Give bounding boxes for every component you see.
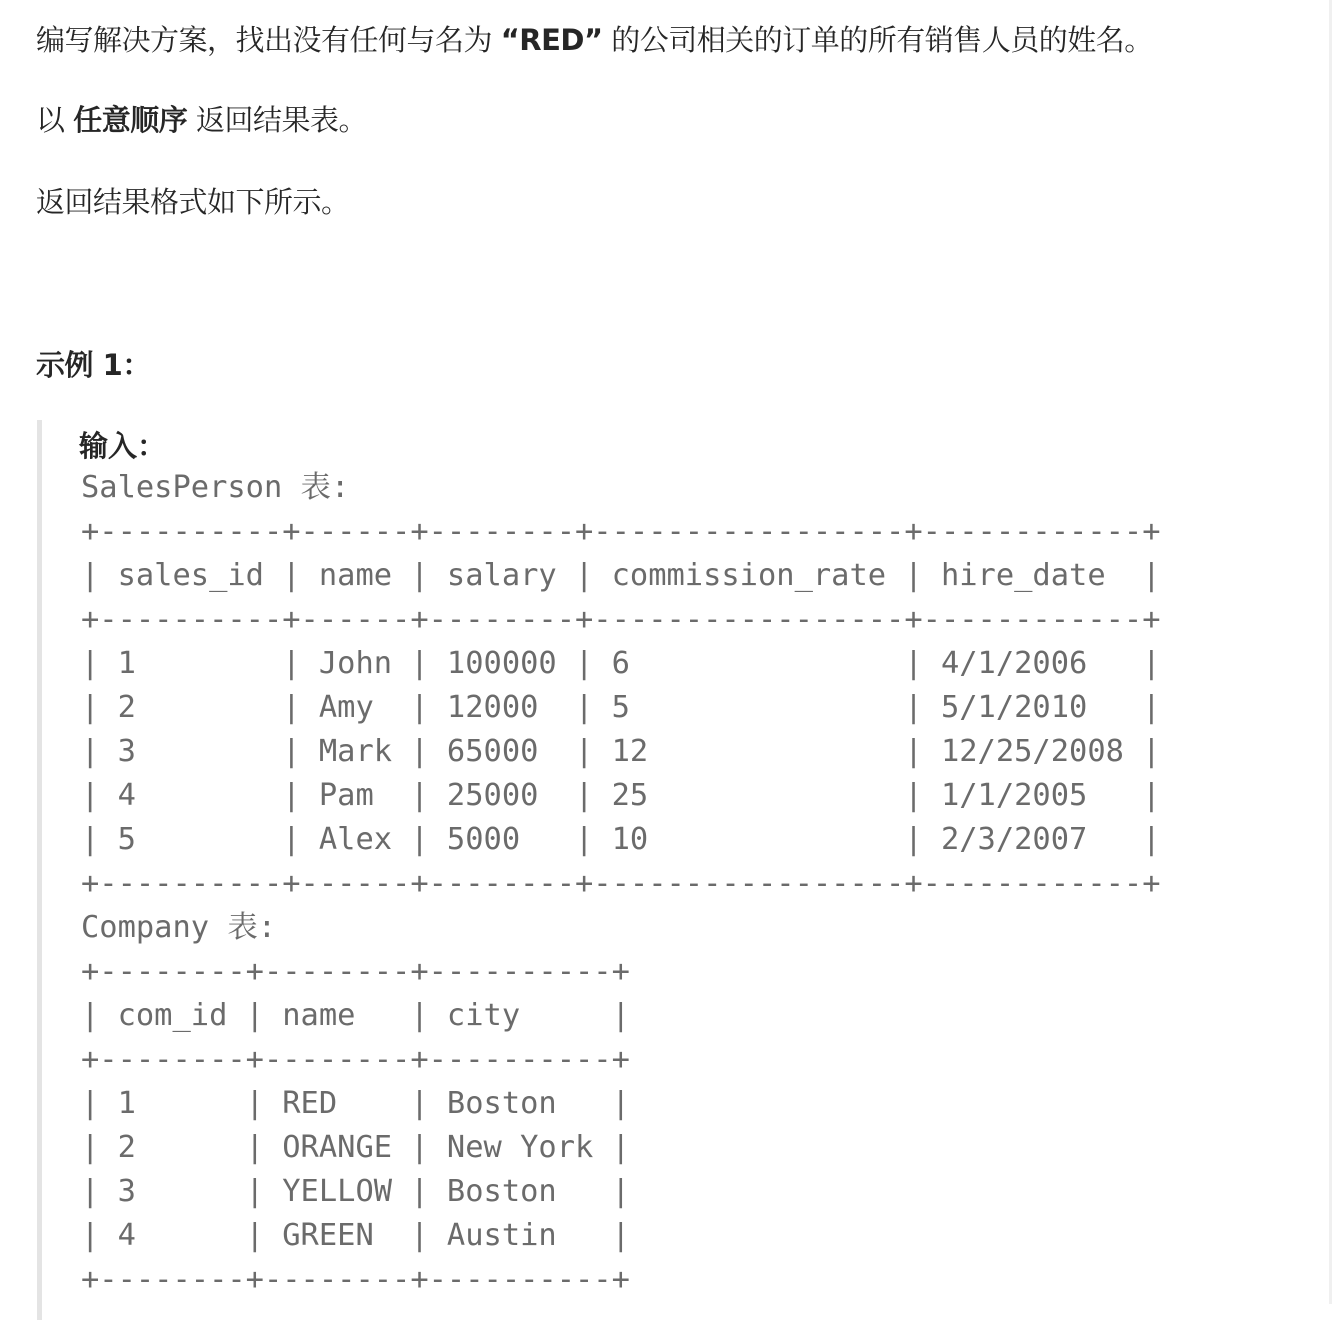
code-line: +----------+------+--------+-----------------+------------+ xyxy=(81,866,1161,901)
code-line: | com_id | name | city | xyxy=(81,998,630,1033)
code-line: | 3 | YELLOW | Boston | xyxy=(81,1174,630,1209)
statement-text: 编写解决方案，找出没有任何与名为 xyxy=(36,23,501,57)
format-note: 返回结果格式如下所示。 xyxy=(36,185,350,219)
input-label: 输入： xyxy=(79,429,167,463)
code-line: +--------+--------+----------+ xyxy=(81,954,630,989)
any-order-highlight: 任意顺序 xyxy=(73,103,188,137)
code-line: | 2 | Amy | 12000 | 5 | 5/1/2010 | xyxy=(81,690,1161,725)
problem-statement xyxy=(36,20,1153,60)
code-line: SalesPerson 表: xyxy=(81,470,350,505)
code-line: | sales_id | name | salary | commission_rate | hire_date | xyxy=(81,558,1161,593)
code-line: | 4 | Pam | 25000 | 25 | 1/1/2005 | xyxy=(81,778,1161,813)
code-line: | 4 | GREEN | Austin | xyxy=(81,1218,630,1253)
code-line: | 5 | Alex | 5000 | 10 | 2/3/2007 | xyxy=(81,822,1161,857)
order-note-suffix: 返回结果表。 xyxy=(187,103,367,137)
code-line: | 1 | RED | Boston | xyxy=(81,1086,630,1121)
code-line: | 2 | ORANGE | New York | xyxy=(81,1130,630,1165)
order-note-prefix: 以 xyxy=(36,103,74,137)
code-line: | 3 | Mark | 65000 | 12 | 12/25/2008 | xyxy=(81,734,1161,769)
code-line: | 1 | John | 100000 | 6 | 4/1/2006 | xyxy=(81,646,1161,681)
company-name-highlight: “RED” xyxy=(500,23,603,57)
statement-text-end: 的公司相关的订单的所有销售人员的姓名。 xyxy=(602,23,1153,57)
order-note xyxy=(36,100,367,140)
code-line: +--------+--------+----------+ xyxy=(81,1262,630,1297)
code-line: +----------+------+--------+-----------------+------------+ xyxy=(81,514,1161,549)
example-block xyxy=(37,420,1292,1320)
code-line: +--------+--------+----------+ xyxy=(81,1042,630,1077)
example-heading: 示例 1： xyxy=(36,348,151,382)
code-line: +----------+------+--------+-----------------+------------+ xyxy=(81,602,1161,637)
example-code xyxy=(81,466,1161,1302)
code-line: Company 表: xyxy=(81,910,277,945)
